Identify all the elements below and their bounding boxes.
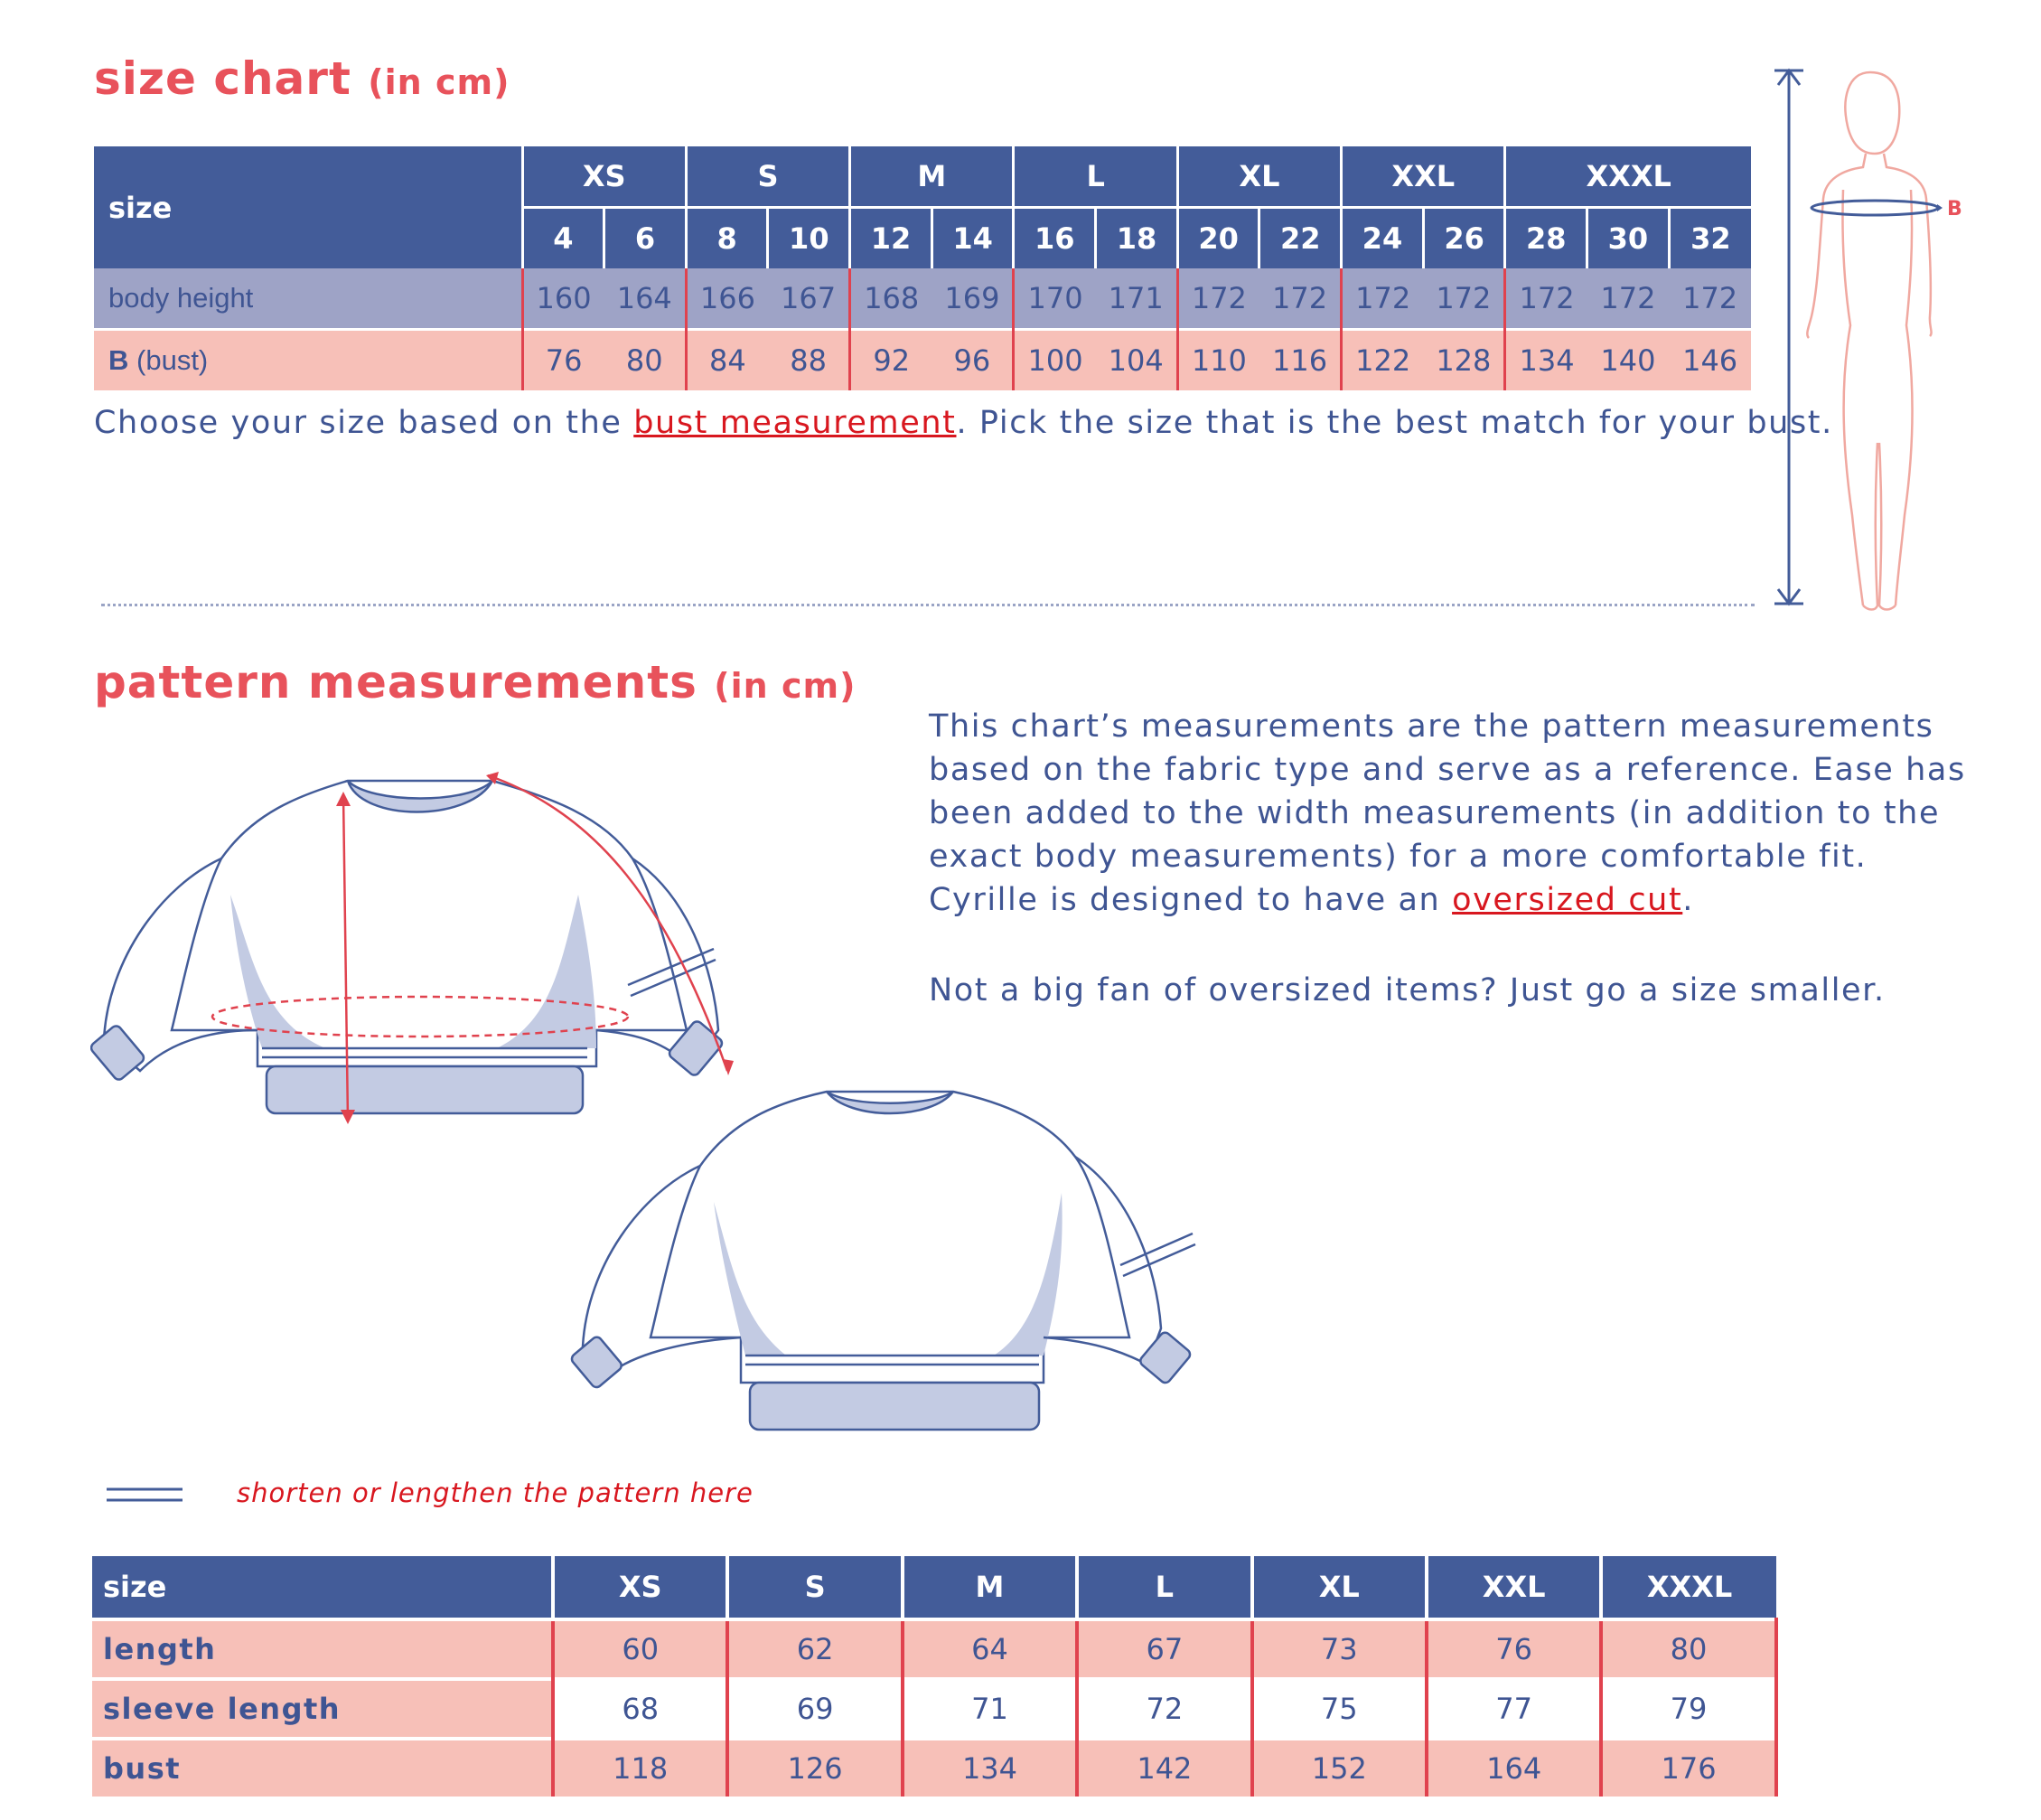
pattern-bust-row [92, 1739, 1776, 1797]
size-chart-title-text: size chart [94, 52, 351, 105]
size-group-m: M [850, 146, 1014, 208]
bust-marker-label: B [1947, 198, 1962, 220]
bust-value: 92 [850, 330, 932, 391]
sleeve-length-value: 72 [1077, 1679, 1251, 1739]
bust-value: 122 [1342, 330, 1424, 391]
sleeve-length-value: 68 [553, 1679, 727, 1739]
sweater-back-illustration [569, 1084, 1220, 1464]
size-group-s: S [686, 146, 849, 208]
pattern-size-xl: XL [1252, 1556, 1427, 1619]
body-height-value: 167 [768, 268, 850, 330]
pattern-bust-value: 134 [903, 1739, 1077, 1797]
bust-value: 116 [1259, 330, 1342, 391]
length-value: 60 [553, 1619, 727, 1679]
bust-row [94, 330, 1751, 391]
size-header-label: size [94, 146, 522, 268]
pattern-bust-value: 126 [727, 1739, 902, 1797]
pattern-bust-value: 142 [1077, 1739, 1251, 1797]
pattern-bust-value: 118 [553, 1739, 727, 1797]
size-chart-unit: (in cm) [368, 62, 510, 102]
pattern-size-l: L [1077, 1556, 1251, 1619]
size-number: 22 [1259, 208, 1342, 269]
length-value: 64 [903, 1619, 1077, 1679]
pattern-size-xxxl: XXXL [1601, 1556, 1775, 1619]
bust-value: 128 [1423, 330, 1505, 391]
size-group-row [94, 146, 1751, 208]
length-row [92, 1619, 1776, 1679]
body-height-value: 172 [1259, 268, 1342, 330]
body-height-value: 172 [1177, 268, 1259, 330]
size-note-text: Choose your size based on the [94, 405, 634, 441]
sleeve-length-value: 75 [1252, 1679, 1427, 1739]
bust-value: 96 [932, 330, 1014, 391]
size-number: 26 [1423, 208, 1505, 269]
sleeve-length-row [92, 1679, 1776, 1739]
size-group-xl: XL [1177, 146, 1341, 208]
body-height-value: 171 [1096, 268, 1178, 330]
pattern-table [92, 1556, 1778, 1797]
body-height-value: 172 [1423, 268, 1505, 330]
sleeve-length-label: sleeve length [92, 1679, 553, 1739]
pattern-bust-value: 176 [1601, 1739, 1775, 1797]
size-group-l: L [1014, 146, 1177, 208]
pattern-header-label: size [92, 1556, 553, 1619]
sleeve-length-value: 71 [903, 1679, 1077, 1739]
size-number: 4 [522, 208, 604, 269]
size-note-text-end: . Pick the size that is the best match for your bust. [956, 405, 1833, 441]
body-height-row [94, 268, 1751, 330]
body-height-value: 166 [686, 268, 768, 330]
length-value: 67 [1077, 1619, 1251, 1679]
bust-value: 140 [1587, 330, 1670, 391]
sleeve-length-value: 69 [727, 1679, 902, 1739]
pattern-size-xxl: XXL [1427, 1556, 1601, 1619]
length-value: 73 [1252, 1619, 1427, 1679]
bust-value: 80 [604, 330, 687, 391]
bust-value: 76 [522, 330, 604, 391]
bust-label [94, 330, 522, 391]
size-number: 24 [1342, 208, 1424, 269]
bust-value: 84 [686, 330, 768, 391]
size-number: 14 [932, 208, 1014, 269]
adjust-line-icon [105, 1482, 186, 1509]
size-chart-table [94, 146, 1751, 390]
body-height-value: 160 [522, 268, 604, 330]
bust-value: 104 [1096, 330, 1178, 391]
size-number: 28 [1505, 208, 1587, 269]
pattern-size-m: M [903, 1556, 1077, 1619]
pattern-title [94, 656, 856, 708]
pattern-bust-label: bust [92, 1739, 553, 1797]
size-number: 20 [1177, 208, 1259, 269]
bust-value: 88 [768, 330, 850, 391]
pattern-tip: Not a big fan of oversized items? Just go a size smaller. [929, 972, 1886, 1009]
body-height-value: 172 [1669, 268, 1751, 330]
bust-label-text: (bust) [136, 344, 209, 376]
body-height-value: 168 [850, 268, 932, 330]
bust-value: 146 [1669, 330, 1751, 391]
body-height-value: 172 [1342, 268, 1424, 330]
pattern-bust-value: 152 [1252, 1739, 1427, 1797]
size-number: 10 [768, 208, 850, 269]
body-height-value: 172 [1505, 268, 1587, 330]
pattern-size-s: S [727, 1556, 902, 1619]
bust-value: 100 [1014, 330, 1096, 391]
pattern-title-text: pattern measurements [94, 656, 697, 708]
body-height-value: 169 [932, 268, 1014, 330]
length-value: 76 [1427, 1619, 1601, 1679]
size-group-xxxl: XXXL [1505, 146, 1751, 208]
length-value: 62 [727, 1619, 902, 1679]
size-number: 32 [1669, 208, 1751, 269]
body-height-label: body height [94, 268, 522, 330]
sleeve-length-value: 77 [1427, 1679, 1601, 1739]
section-divider [101, 604, 1755, 606]
sleeve-length-value: 79 [1601, 1679, 1775, 1739]
size-number: 18 [1096, 208, 1178, 269]
pattern-description-end: . [1682, 882, 1695, 918]
body-height-value: 170 [1014, 268, 1096, 330]
size-chart-title [94, 52, 510, 105]
body-height-value: 164 [604, 268, 687, 330]
bust-value: 134 [1505, 330, 1587, 391]
size-group-xs: XS [522, 146, 686, 208]
pattern-description-text: This chart’s measurements are the pattern measurements based on the fabric type and serve as a reference. Ease has been added to the width measurements (in addition to the exact body measurements) for a more comfortable fit. Cyrille is designed to have an [929, 708, 1966, 918]
size-number: 30 [1587, 208, 1670, 269]
pattern-unit: (in cm) [714, 666, 857, 706]
bust-value: 110 [1177, 330, 1259, 391]
pattern-bust-value: 164 [1427, 1739, 1601, 1797]
pattern-size-xs: XS [553, 1556, 727, 1619]
length-label: length [92, 1619, 553, 1679]
size-number: 12 [850, 208, 932, 269]
size-number: 6 [604, 208, 687, 269]
pattern-description [929, 705, 1968, 922]
bust-measurement-link[interactable]: bust measurement [633, 405, 957, 441]
legend-text: shorten or lengthen the pattern here [237, 1478, 754, 1508]
oversized-cut-link[interactable]: oversized cut [1452, 882, 1683, 918]
size-number: 16 [1014, 208, 1096, 269]
size-group-xxl: XXL [1342, 146, 1505, 208]
size-note [94, 401, 1833, 445]
pattern-header-row [92, 1556, 1776, 1619]
body-figure-illustration [1762, 63, 1970, 614]
bust-label-prefix: B [108, 344, 129, 376]
size-number: 8 [686, 208, 768, 269]
body-height-value: 172 [1587, 268, 1670, 330]
length-value: 80 [1601, 1619, 1775, 1679]
